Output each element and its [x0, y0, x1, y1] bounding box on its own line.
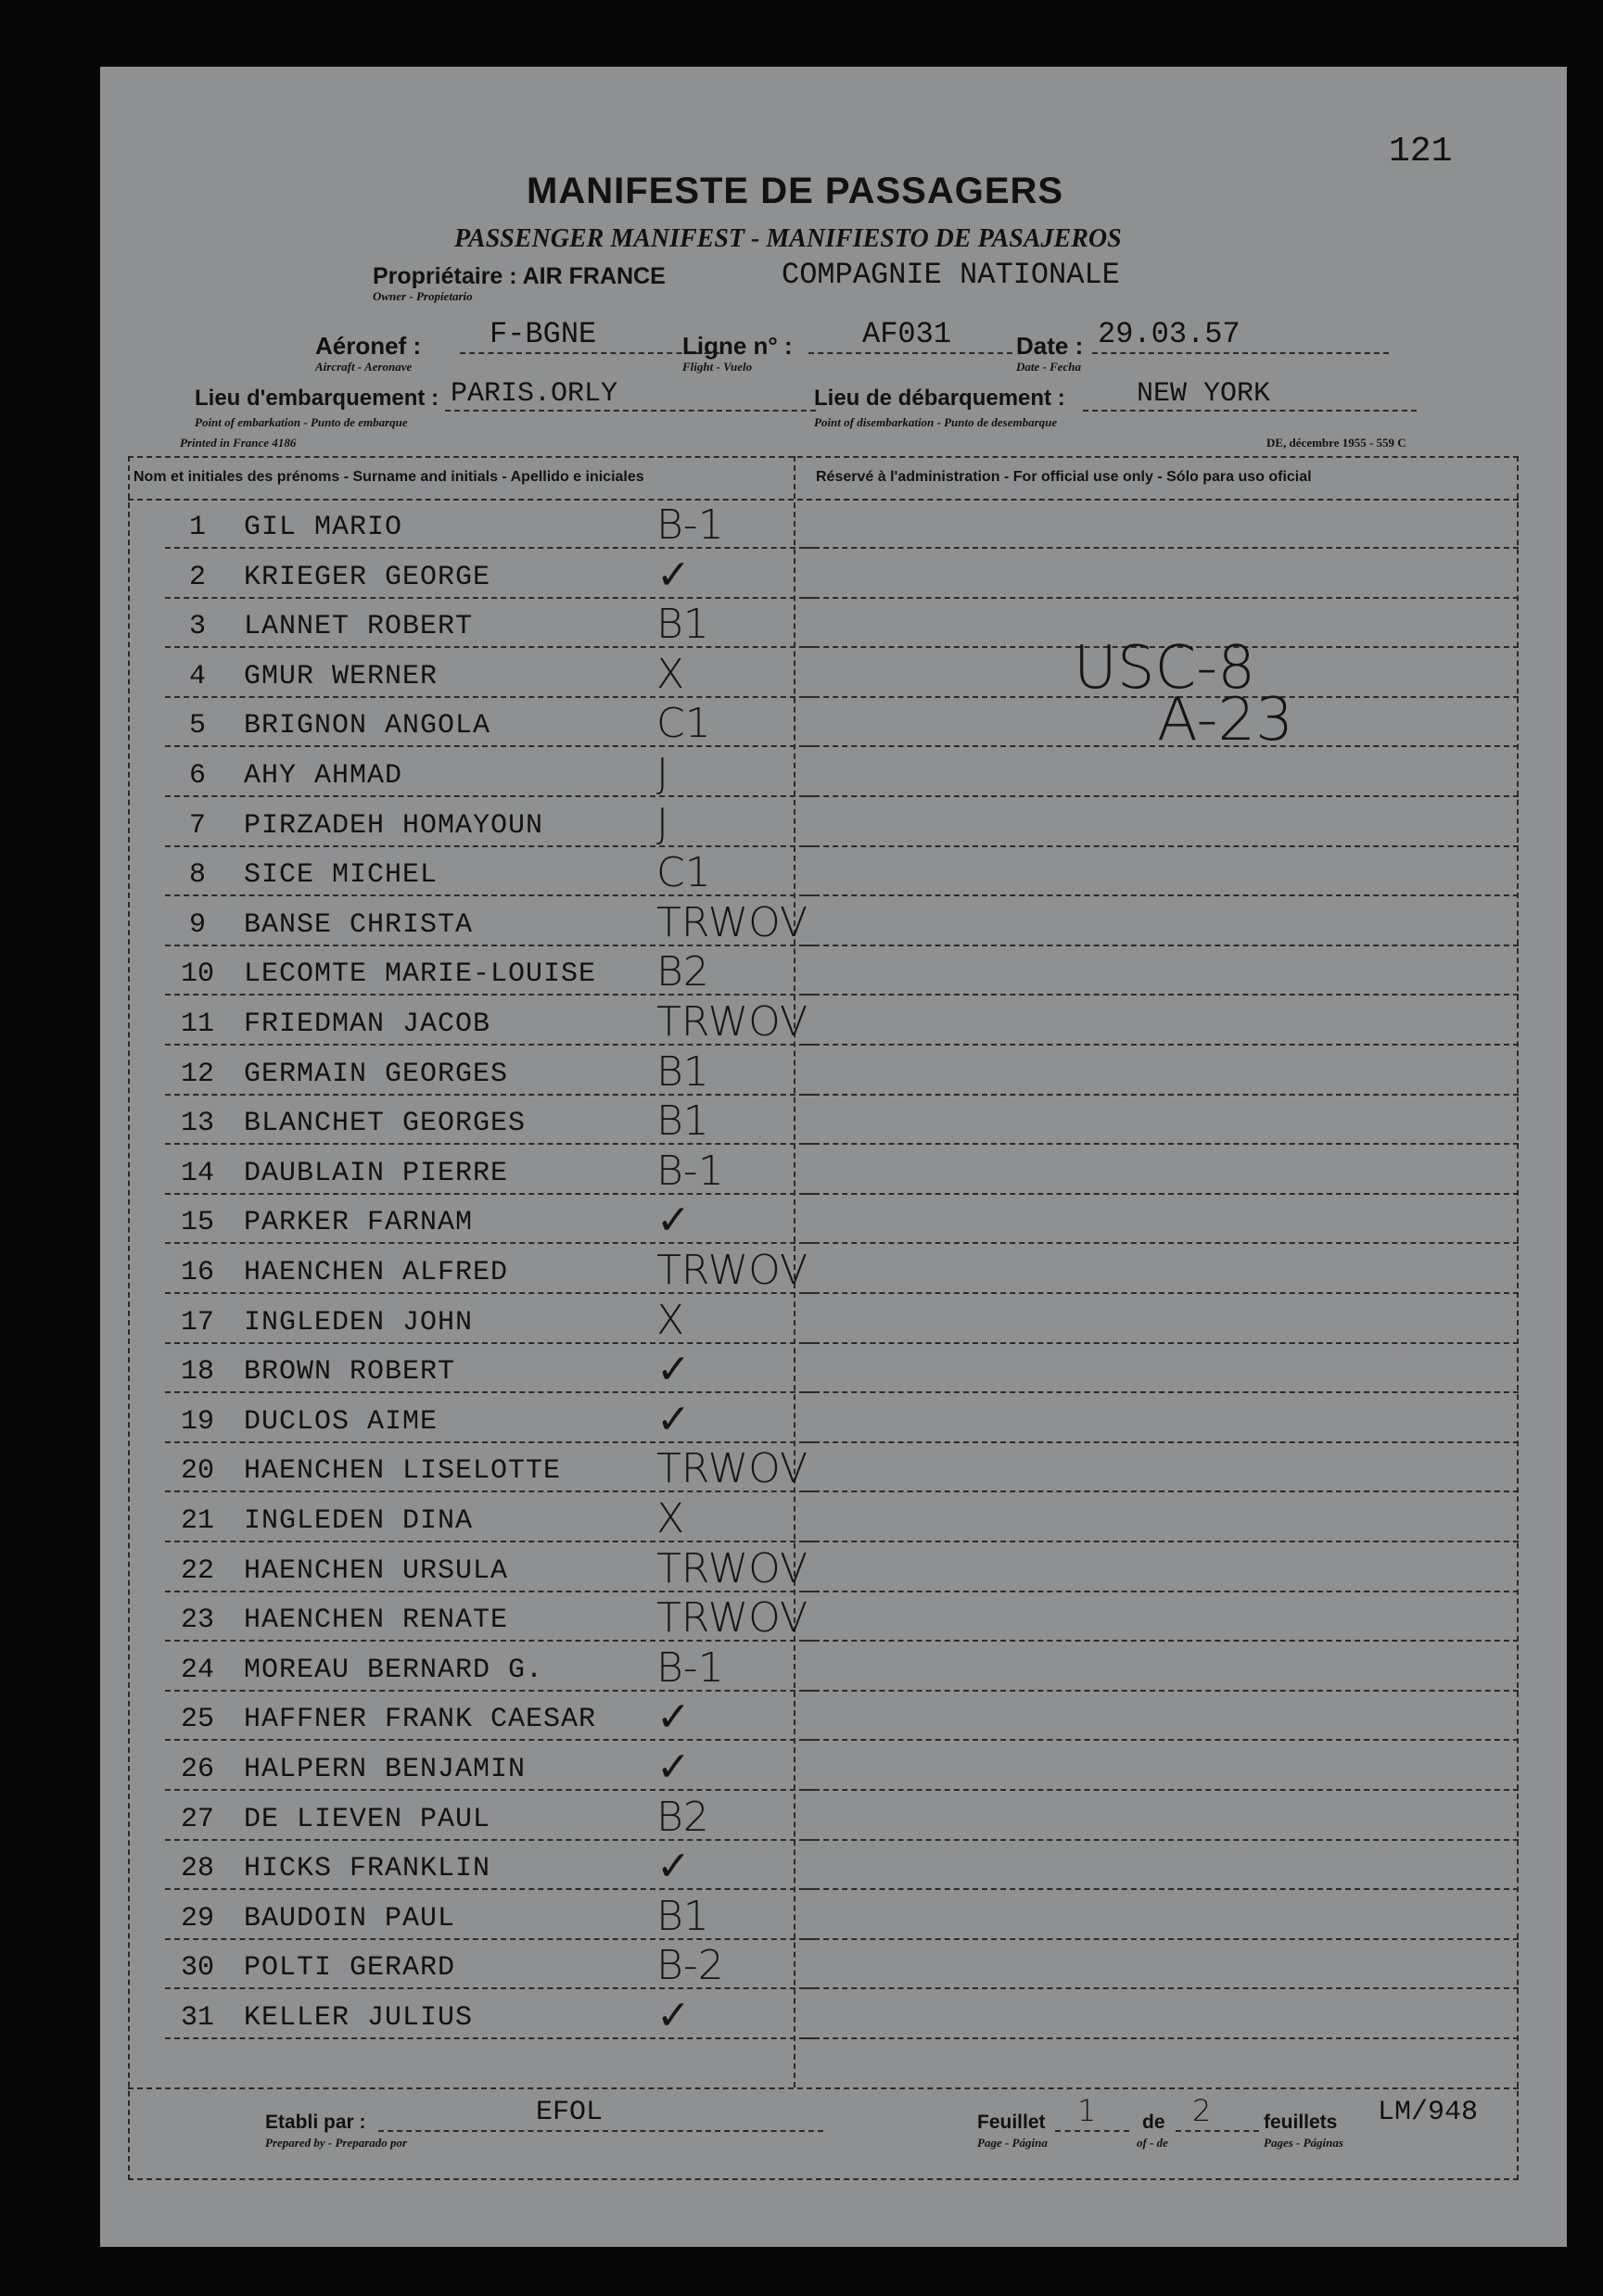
- printed-note: Printed in France 4186: [180, 436, 297, 450]
- passenger-row: [128, 1296, 1519, 1344]
- flight-sublabel: Flight - Vuelo: [682, 360, 753, 374]
- passenger-name: KRIEGER GEORGE: [244, 561, 491, 593]
- of-value: 2: [1192, 2093, 1212, 2128]
- passenger-row: [128, 1992, 1519, 2039]
- prepared-sublabel: Prepared by - Preparado por: [265, 2136, 408, 2150]
- passenger-admin-mark: ✓: [656, 1992, 691, 2039]
- passenger-row: [128, 1197, 1519, 1245]
- passenger-admin-mark: B1: [656, 1047, 709, 1096]
- passenger-number: 24: [180, 1654, 214, 1686]
- passenger-row: [128, 1544, 1519, 1592]
- passenger-number: 15: [180, 1207, 214, 1239]
- passenger-row: [128, 1047, 1519, 1096]
- sheet-code: LM/948: [1378, 2097, 1479, 2128]
- passenger-number: 30: [180, 1952, 214, 1985]
- aircraft-sublabel: Aircraft - Aeronave: [315, 360, 413, 374]
- passenger-number: 23: [180, 1605, 214, 1637]
- passenger-name: HALPERN BENJAMIN: [244, 1754, 527, 1785]
- passenger-admin-mark: B1: [656, 601, 709, 649]
- of-sublabel: of - de: [1137, 2136, 1168, 2150]
- passenger-name: GERMAIN GEORGES: [244, 1058, 509, 1090]
- disembarkation-sublabel: Point of disembarkation - Punto de desembarque: [814, 415, 1058, 429]
- passenger-admin-mark: B1: [656, 1892, 709, 1940]
- passenger-name: LECOMTE MARIE-LOUISE: [244, 958, 597, 991]
- passenger-row: [128, 1395, 1519, 1443]
- passenger-name: BROWN ROBERT: [244, 1356, 456, 1389]
- passenger-number: 12: [180, 1058, 214, 1090]
- passenger-row: [128, 799, 1519, 847]
- passenger-number: 8: [188, 859, 206, 892]
- passenger-number: 13: [180, 1108, 214, 1140]
- passenger-row: [128, 1445, 1519, 1493]
- owner-label: Propriétaire : AIR FRANCE: [373, 263, 666, 289]
- passenger-row: [128, 849, 1519, 897]
- passenger-admin-mark: C1: [656, 849, 711, 897]
- page-number: 121: [1389, 132, 1453, 171]
- passenger-name: BANSE CHRISTA: [244, 908, 474, 941]
- pages-sublabel: Pages - Páginas: [1264, 2136, 1343, 2150]
- passenger-admin-mark: TRWOV: [656, 1445, 808, 1493]
- passenger-row: [128, 1643, 1519, 1692]
- passenger-row: [128, 1247, 1519, 1294]
- passenger-admin-mark: B1: [656, 1097, 709, 1146]
- passenger-row: [128, 1594, 1519, 1643]
- sheet-label: Feuillet: [977, 2112, 1046, 2133]
- aircraft-value: F-BGNE: [490, 317, 597, 351]
- passenger-name: GIL MARIO: [244, 512, 403, 543]
- passenger-admin-mark: ✓: [656, 551, 691, 599]
- passenger-name: HAFFNER FRANK CAESAR: [244, 1704, 597, 1736]
- prepared-value: EFOL: [536, 2097, 604, 2128]
- passenger-row: [128, 1843, 1519, 1891]
- passenger-admin-mark: X: [656, 1296, 685, 1344]
- passenger-row: [128, 601, 1519, 649]
- embarkation-sublabel: Point of embarkation - Punto de embarque: [195, 415, 408, 429]
- date-value: 29.03.57: [1098, 317, 1240, 351]
- form-code: DE, décembre 1955 - 559 C: [1266, 436, 1406, 450]
- passenger-name: KELLER JULIUS: [244, 2002, 474, 2034]
- passenger-admin-mark: C1: [656, 700, 711, 748]
- passenger-number: 19: [180, 1405, 214, 1438]
- passenger-number: 21: [180, 1505, 214, 1537]
- passenger-number: 11: [180, 1008, 214, 1040]
- owner-value: COMPAGNIE NATIONALE: [782, 258, 1120, 292]
- passenger-row: [128, 700, 1519, 748]
- embarkation-label: Lieu d'embarquement :: [195, 386, 439, 411]
- passenger-admin-mark: B-1: [656, 1147, 724, 1195]
- passenger-row: [128, 1495, 1519, 1542]
- passenger-name: DUCLOS AIME: [244, 1405, 439, 1438]
- passenger-row: [128, 1147, 1519, 1195]
- passenger-name: GMUR WERNER: [244, 660, 439, 692]
- admin-column-header: Réservé à l'administration - For official use only - Sólo para uso oficial: [816, 469, 1312, 485]
- passenger-admin-mark: TRWOV: [656, 1247, 808, 1294]
- admin-note-1: USC-8: [1074, 634, 1255, 703]
- date-sublabel: Date - Fecha: [1016, 360, 1082, 374]
- form-title: MANIFESTE DE PASSAGERS: [527, 171, 1064, 211]
- passenger-name: HAENCHEN RENATE: [244, 1605, 509, 1637]
- passenger-row: [128, 650, 1519, 698]
- passenger-admin-mark: B-1: [656, 501, 724, 549]
- flight-value: AF031: [862, 317, 952, 351]
- passenger-number: 26: [180, 1754, 214, 1785]
- date-label: Date :: [1016, 332, 1084, 360]
- flight-label: Ligne n° :: [682, 332, 793, 360]
- passenger-admin-mark: ✓: [656, 1395, 691, 1443]
- names-column-header: Nom et initiales des prénoms - Surname and initials - Apellido e iniciales: [134, 469, 644, 485]
- passenger-admin-mark: J: [656, 750, 668, 797]
- passenger-name: PIRZADEH HOMAYOUN: [244, 809, 544, 842]
- passenger-number: 28: [180, 1853, 214, 1885]
- passenger-name: HAENCHEN URSULA: [244, 1554, 509, 1587]
- passenger-name: MOREAU BERNARD G.: [244, 1654, 544, 1686]
- passenger-number: 7: [188, 809, 206, 842]
- passenger-name: HAENCHEN LISELOTTE: [244, 1455, 562, 1488]
- passenger-number: 29: [180, 1902, 214, 1934]
- aircraft-label: Aéronef :: [315, 332, 422, 360]
- passenger-name: BAUDOIN PAUL: [244, 1902, 456, 1934]
- manifest-sheet: [100, 67, 1567, 2247]
- passenger-number: 22: [180, 1554, 214, 1587]
- passenger-number: 3: [188, 611, 206, 643]
- passenger-admin-mark: X: [656, 1495, 685, 1542]
- passenger-row: [128, 1942, 1519, 1990]
- admin-note-2: A-23: [1157, 686, 1293, 755]
- passenger-name: INGLEDEN JOHN: [244, 1306, 474, 1338]
- passenger-admin-mark: TRWOV: [656, 1594, 808, 1643]
- page-sublabel: Page - Página: [977, 2136, 1048, 2150]
- form-subtitle: PASSENGER MANIFEST - MANIFIESTO DE PASAJEROS: [454, 224, 1122, 253]
- passenger-row: [128, 1693, 1519, 1742]
- passenger-name: BRIGNON ANGOLA: [244, 710, 491, 742]
- passenger-admin-mark: ✓: [656, 1693, 691, 1742]
- passenger-admin-mark: X: [656, 650, 685, 698]
- passenger-admin-mark: TRWOV: [656, 1544, 808, 1592]
- passenger-admin-mark: B-2: [656, 1942, 724, 1990]
- passenger-number: 25: [180, 1704, 214, 1736]
- passenger-admin-mark: ✓: [656, 1843, 691, 1891]
- passenger-row: [128, 1892, 1519, 1940]
- passenger-admin-mark: TRWOV: [656, 998, 808, 1046]
- passenger-row: [128, 998, 1519, 1046]
- passenger-row: [128, 750, 1519, 797]
- passenger-name: POLTI GERARD: [244, 1952, 456, 1985]
- disembarkation-value: NEW YORK: [1137, 378, 1271, 410]
- owner-sublabel: Owner - Propietario: [373, 289, 473, 303]
- passenger-number: 16: [180, 1257, 214, 1288]
- passenger-admin-mark: ✓: [656, 1346, 691, 1394]
- passenger-admin-mark: TRWOV: [656, 898, 808, 946]
- passenger-number: 31: [180, 2002, 214, 2034]
- passenger-number: 4: [188, 660, 206, 692]
- passenger-number: 27: [180, 1803, 214, 1835]
- passenger-row: [128, 1744, 1519, 1791]
- passenger-admin-mark: B-1: [656, 1643, 724, 1692]
- passenger-row: [128, 898, 1519, 946]
- passenger-number: 17: [180, 1306, 214, 1338]
- of-label: de: [1142, 2112, 1165, 2133]
- passenger-name: AHY AHMAD: [244, 760, 403, 792]
- passenger-admin-mark: J: [656, 799, 668, 847]
- passenger-number: 9: [188, 908, 206, 941]
- passenger-number: 5: [188, 710, 206, 742]
- passenger-admin-mark: B2: [656, 1793, 709, 1841]
- sheets-label: feuillets: [1264, 2112, 1338, 2133]
- passenger-number: 6: [188, 760, 206, 792]
- passenger-row: [128, 1346, 1519, 1394]
- passenger-row: [128, 501, 1519, 549]
- passenger-name: DAUBLAIN PIERRE: [244, 1157, 509, 1189]
- passenger-name: SICE MICHEL: [244, 859, 439, 892]
- passenger-row: [128, 551, 1519, 599]
- passenger-number: 20: [180, 1455, 214, 1488]
- passenger-number: 14: [180, 1157, 214, 1189]
- passenger-row: [128, 1097, 1519, 1146]
- passenger-number: 1: [188, 512, 206, 543]
- sheet-value: 1: [1077, 2093, 1097, 2128]
- embarkation-value: PARIS.ORLY: [451, 378, 618, 410]
- passenger-admin-mark: ✓: [656, 1197, 691, 1245]
- passenger-name: DE LIEVEN PAUL: [244, 1803, 491, 1835]
- passenger-name: LANNET ROBERT: [244, 611, 474, 643]
- passenger-name: INGLEDEN DINA: [244, 1505, 474, 1537]
- passenger-name: PARKER FARNAM: [244, 1207, 474, 1239]
- passenger-row: [128, 948, 1519, 996]
- passenger-admin-mark: B2: [656, 948, 709, 996]
- passenger-name: HICKS FRANKLIN: [244, 1853, 491, 1885]
- passenger-number: 18: [180, 1356, 214, 1389]
- passenger-number: 2: [188, 561, 206, 593]
- passenger-name: FRIEDMAN JACOB: [244, 1008, 491, 1040]
- passenger-row: [128, 1793, 1519, 1841]
- passenger-number: 10: [180, 958, 214, 991]
- disembarkation-label: Lieu de débarquement :: [814, 386, 1065, 411]
- passenger-name: BLANCHET GEORGES: [244, 1108, 527, 1140]
- passenger-name: HAENCHEN ALFRED: [244, 1257, 509, 1288]
- passenger-admin-mark: ✓: [656, 1744, 691, 1791]
- prepared-label: Etabli par :: [265, 2112, 366, 2133]
